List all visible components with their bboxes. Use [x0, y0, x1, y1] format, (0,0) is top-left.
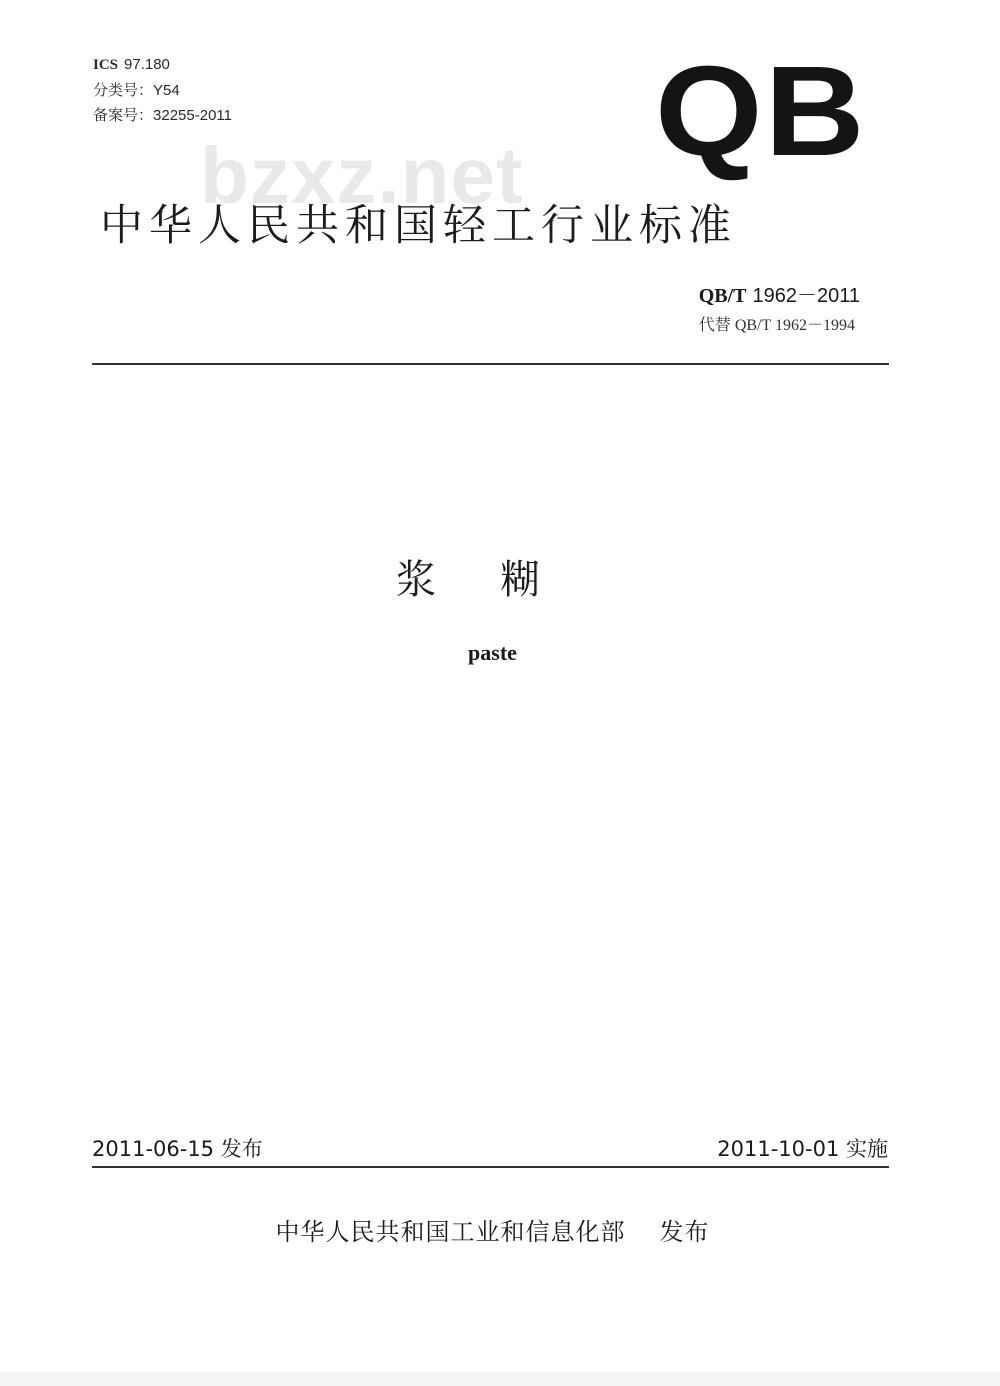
document-subtitle: paste	[468, 640, 517, 665]
classification-block	[93, 52, 232, 128]
ics-row	[93, 52, 232, 78]
publisher-action: 发布	[659, 1218, 710, 1246]
bottom-divider	[92, 1166, 889, 1168]
document-title-text: 浆糊	[396, 557, 604, 603]
ics-value: 97.180	[124, 56, 170, 73]
publisher-name: 中华人民共和国工业和信息化部	[275, 1218, 626, 1246]
class-value: Y54	[153, 82, 180, 99]
standard-number	[699, 281, 860, 310]
publish-date: 2011-06-15 发布	[92, 1137, 263, 1161]
standard-number-value: 1962－2011	[752, 285, 860, 307]
standard-category-title: 中华人民共和国轻工行业标准	[100, 201, 737, 251]
class-row	[93, 78, 232, 103]
ics-label: ICS	[93, 57, 119, 73]
watermark: bzxz.net	[200, 131, 524, 220]
record-value: 32255-2011	[153, 107, 232, 124]
record-row	[93, 103, 232, 128]
standard-prefix: QB/T	[698, 285, 747, 307]
class-label: 分类号：	[93, 81, 154, 99]
replaces-standard: 代替 QB/T 1962－1994	[698, 317, 855, 334]
top-divider	[92, 363, 889, 365]
publisher-line	[0, 1212, 985, 1247]
implement-date: 2011-10-01 实施	[717, 1137, 888, 1161]
document-title	[0, 548, 1000, 605]
qb-logo: QB	[655, 40, 867, 183]
record-label: 备案号：	[93, 106, 154, 124]
